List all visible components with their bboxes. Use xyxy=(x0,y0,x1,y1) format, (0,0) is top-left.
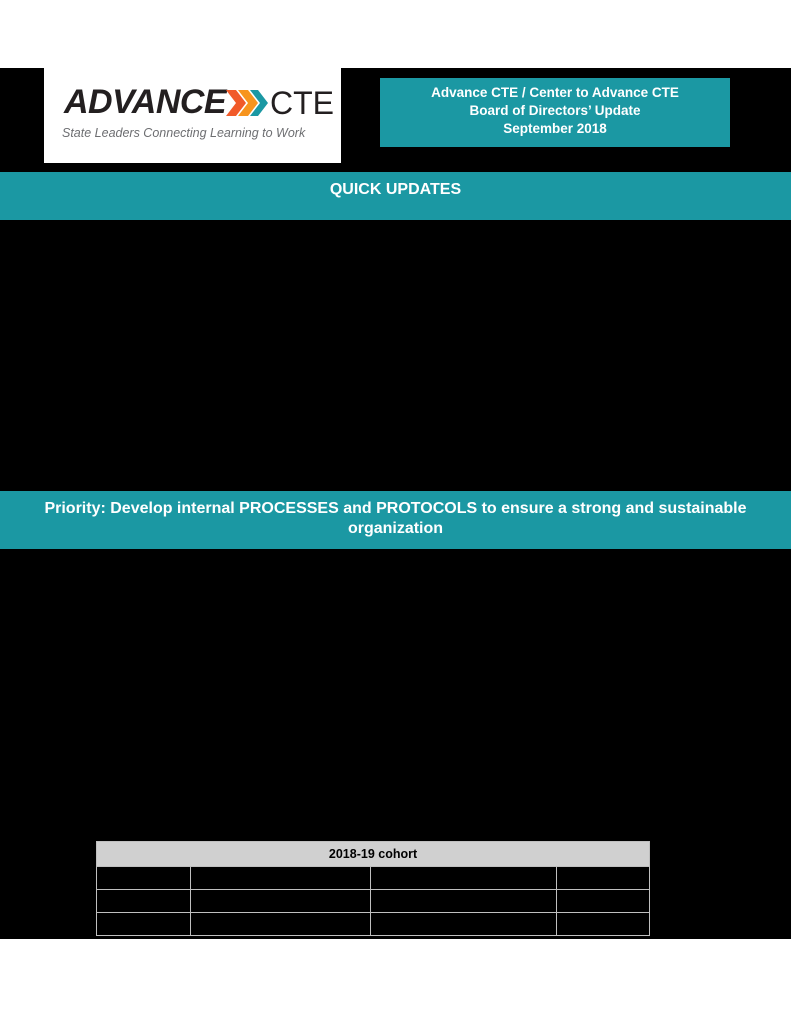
table-cell xyxy=(371,913,557,936)
table-cell xyxy=(557,913,650,936)
report-title-box xyxy=(380,78,730,147)
table-row xyxy=(97,867,650,890)
table-cell xyxy=(371,867,557,890)
table-cell xyxy=(97,867,191,890)
logo-wordmark: ADVANCE xyxy=(64,83,227,121)
table-cell xyxy=(371,890,557,913)
report-title-name: Board of Directors’ Update xyxy=(469,103,641,118)
priority-heading: Priority: Develop internal PROCESSES and PROTOCOLS to ensure a strong and sustainable organization xyxy=(0,491,791,549)
report-title-date: September 2018 xyxy=(503,121,607,136)
table-cell xyxy=(191,913,371,936)
table-cell xyxy=(191,867,371,890)
report-title-org: Advance CTE / Center to Advance CTE xyxy=(431,85,679,100)
table-row xyxy=(97,913,650,936)
table-cell xyxy=(557,890,650,913)
logo-cte-text: CTE xyxy=(270,85,334,121)
cohort-table xyxy=(96,841,650,936)
table-row xyxy=(97,890,650,913)
table-cell xyxy=(557,867,650,890)
logo-chevrons-icon xyxy=(226,90,272,116)
table-cell xyxy=(97,890,191,913)
cohort-table-title: 2018-19 cohort xyxy=(97,842,650,867)
table-cell xyxy=(191,890,371,913)
quick-updates-heading: QUICK UPDATES xyxy=(0,172,791,220)
logo-tagline: State Leaders Connecting Learning to Work xyxy=(62,126,306,140)
table-cell xyxy=(97,913,191,936)
advance-cte-logo xyxy=(44,68,341,163)
